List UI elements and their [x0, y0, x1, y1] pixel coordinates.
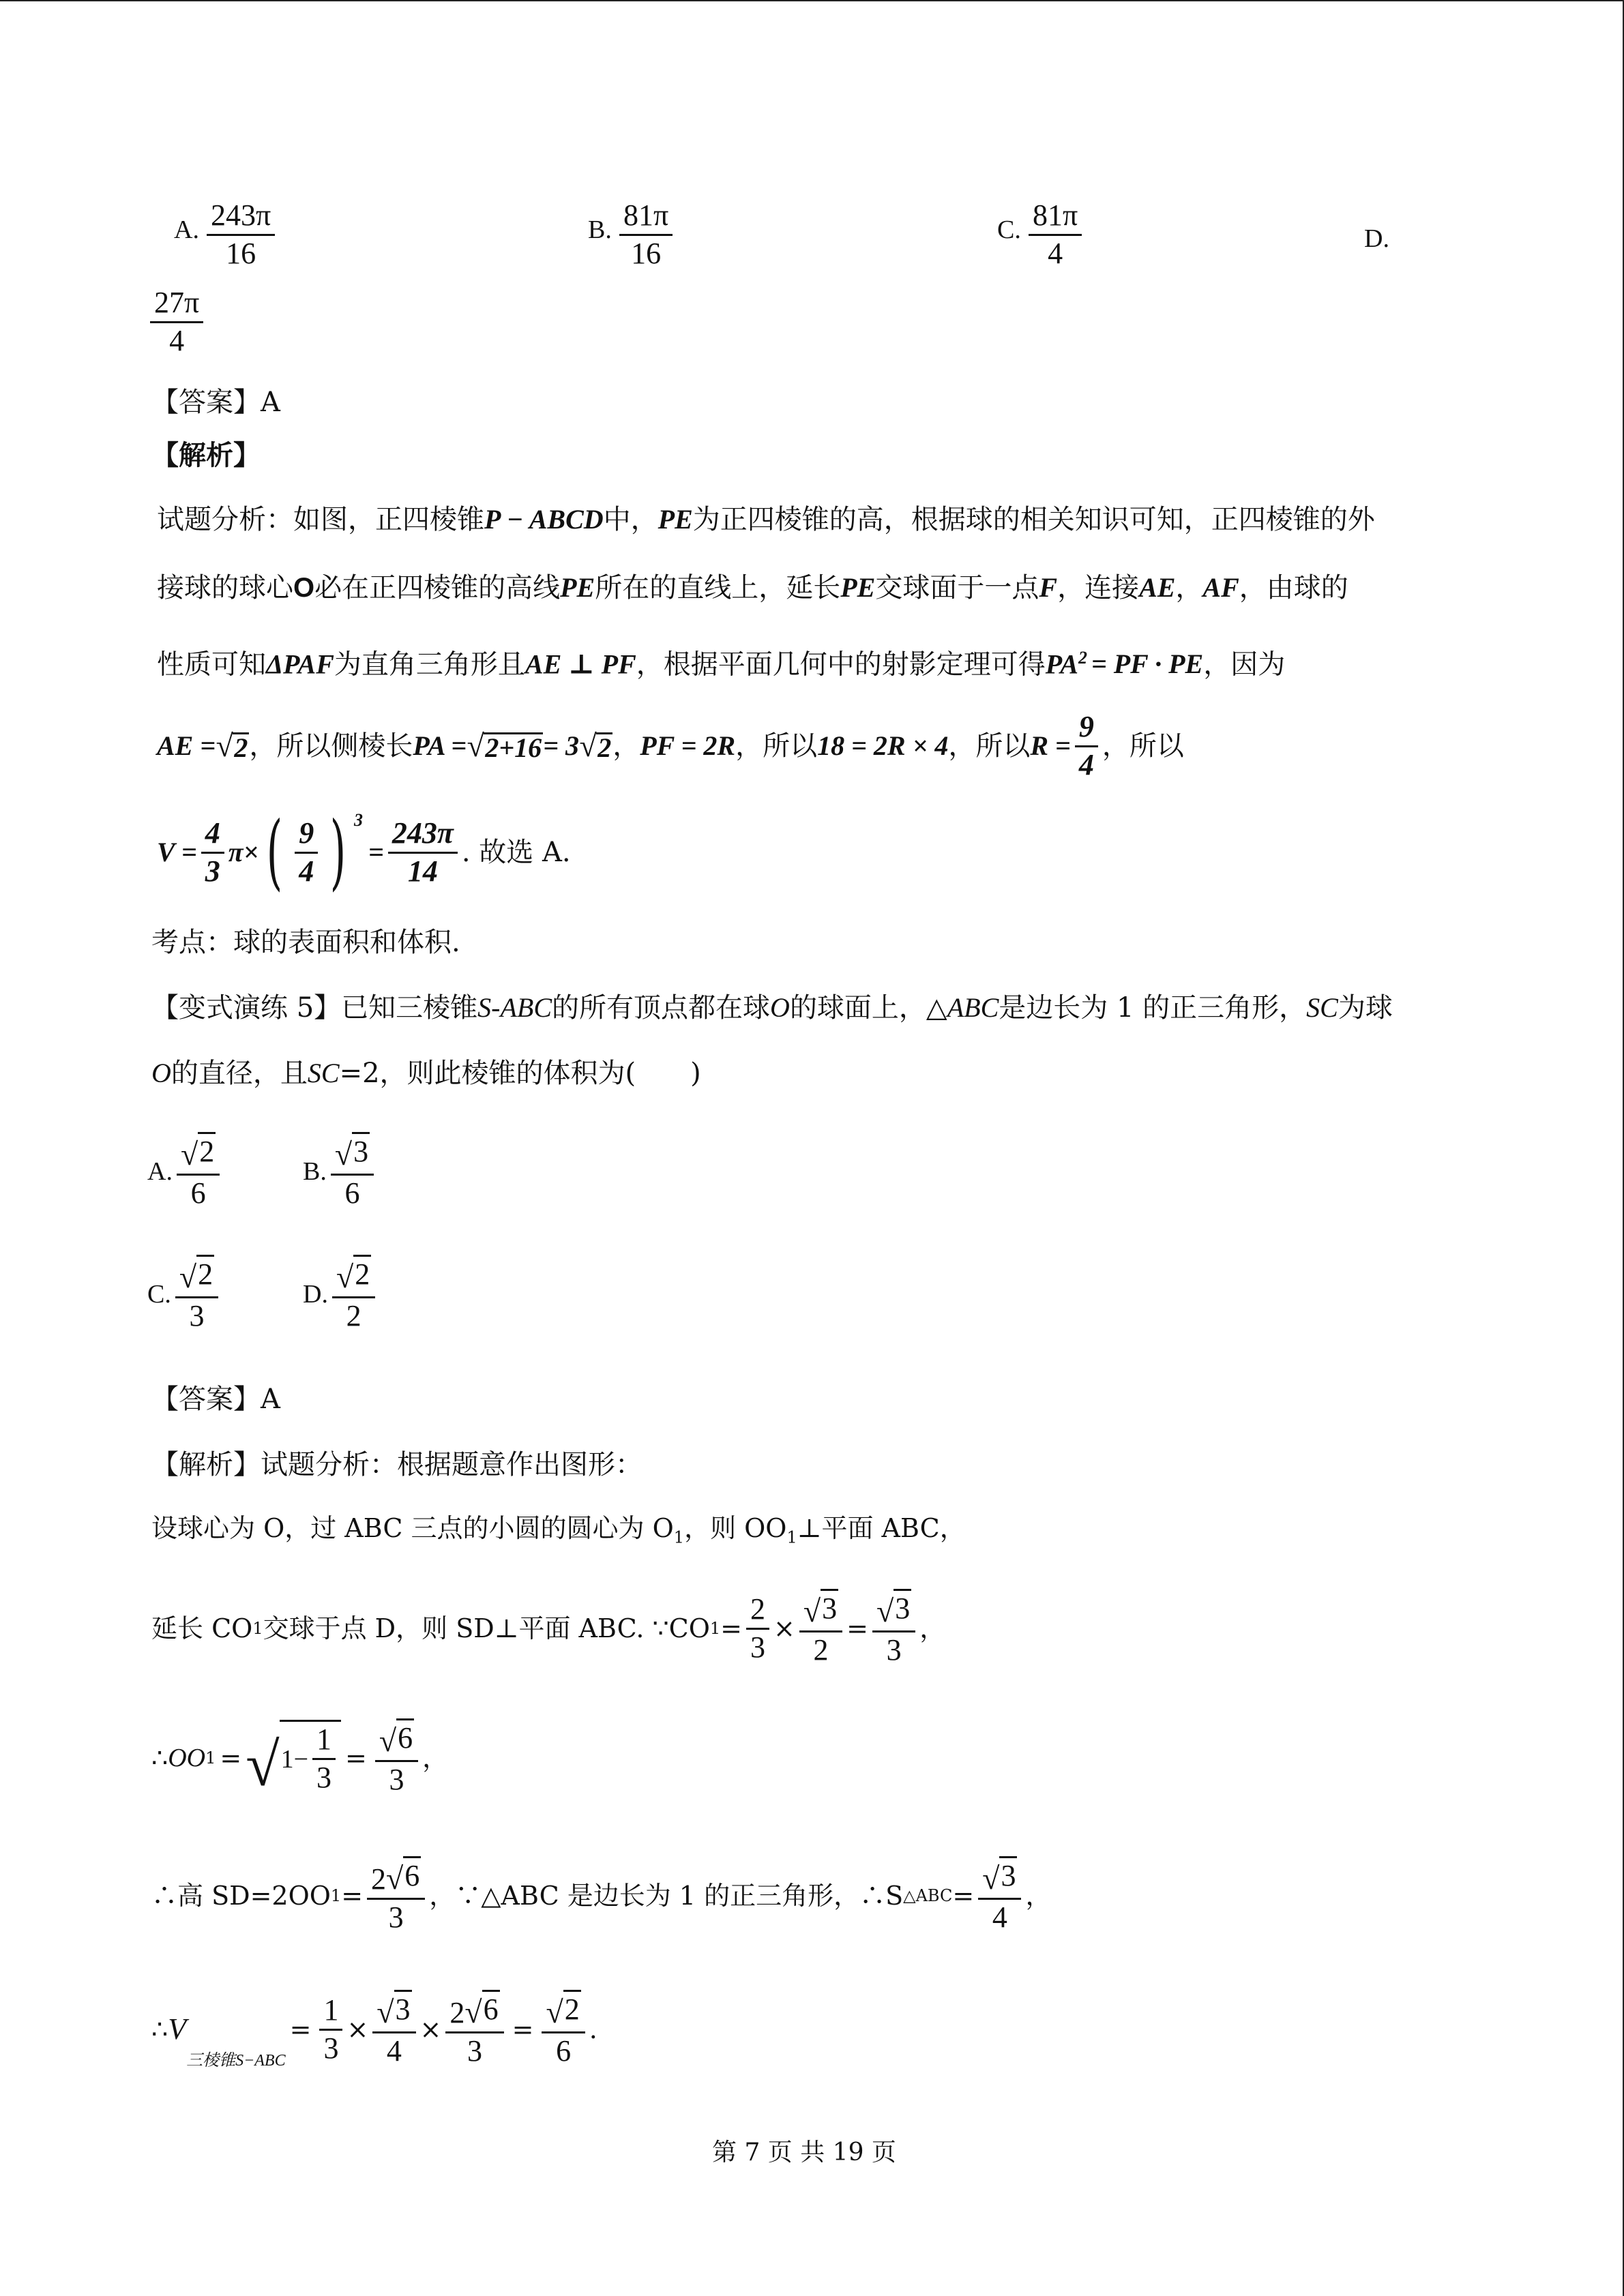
sqrt-expression: √ 2+16	[467, 728, 542, 764]
q5-solution-line-5: ∴ V 三棱锥S−ABC = $\frac{1}{3}$ × √ 3 4 × 2 √ 6 3 = √ 2 6 .	[151, 1990, 597, 2069]
option-label: C.	[997, 215, 1021, 244]
analysis-line-3: 性质可知ΔPAF为直角三角形且AE ⊥ PF，根据平面几何中的射影定理可得$PA^2$ = PF · PE，因为	[157, 648, 1286, 681]
fraction: 2 √ 6 3	[367, 1856, 425, 1935]
fraction: √ 2 2	[332, 1255, 375, 1334]
fraction: √ 3 4	[372, 1990, 415, 2069]
option-a	[174, 198, 279, 272]
page-top-border	[0, 0, 1624, 1]
fraction: $\frac{9}{4}$	[1075, 709, 1098, 784]
sqrt-expression: √ 2	[578, 728, 612, 764]
q5-answer-line: 【答案】A	[151, 1384, 280, 1415]
sqrt-expression: √ 1− $\frac{1}{3}$	[246, 1720, 341, 1796]
analysis-line-2: 接球的球心O必在正四棱锥的高线PE所在的直线上，延长PE交球面于一点F，连接AE，AF，由球的	[157, 572, 1348, 603]
q5-analysis-line: 【解析】试题分析：根据题意作出图形：	[151, 1449, 643, 1480]
option-b	[588, 198, 677, 272]
q5-solution-line-3: ∴ OO 1 = √ 1− $\frac{1}{3}$ = √ 6 3 ，	[151, 1718, 448, 1798]
fraction: √ 6 3	[375, 1718, 418, 1798]
fraction: $\frac{2}{3}$	[746, 1592, 769, 1666]
fraction: $\frac{81\pi}{16}$	[619, 198, 673, 272]
analysis-line-4: AE = √ 2 ，所以侧棱长 PA = √ 2+16 = 3 √ 2 ， PF = 2R ，所以 18 = 2R × 4 ，所以 R = $\frac{9}{4}$ ，所以	[157, 709, 1184, 784]
option-d	[146, 285, 207, 359]
q5-option-b: B. √ 3 6	[303, 1132, 378, 1211]
q5-stem-line-2: O的直径，且SC=2，则此棱锥的体积为( )	[151, 1058, 701, 1089]
q5-option-a: A. √ 2 6	[147, 1132, 224, 1211]
kaodian-line: 考点：球的表面积和体积.	[151, 927, 460, 958]
analysis-line-5: V = $\frac{4}{3}$ π× ( $\frac{9}{4}$ ) $^3$ = $\frac{243\pi}{14}$ . 故选 A.	[157, 805, 571, 899]
option-d-label: D.	[1364, 224, 1389, 253]
option-c	[997, 198, 1086, 272]
q5-option-d: D. √ 2 2	[303, 1255, 379, 1334]
fraction: $\frac{243\pi}{14}$	[388, 816, 458, 890]
fraction: √ 3 4	[978, 1856, 1021, 1935]
page-footer: 第 7 页 共 19 页	[712, 2138, 896, 2166]
fraction: √ 3 3	[872, 1589, 915, 1668]
fraction: $\frac{1}{3}$	[319, 1993, 342, 2067]
fraction: √ 3 6	[331, 1132, 374, 1211]
fraction: 2 √ 6 3	[445, 1990, 503, 2069]
q5-stem-line-1: 【变式演练 5】已知三棱锥S-ABC的所有顶点都在球O的球面上，△ABC是边长为 1 的正三角形，SC为球	[151, 992, 1393, 1024]
analysis-heading: 【解析】	[151, 439, 261, 471]
analysis-line-1: 试题分析：如图，正四棱锥P − ABCD中，PE为正四棱锥的高，根据球的相关知识可知，正四棱锥的外	[157, 504, 1375, 535]
fraction: $\frac{27\pi}{4}$	[150, 285, 203, 359]
fraction: √ 2 6	[177, 1132, 220, 1211]
answer-line: 【答案】A	[151, 387, 280, 418]
q5-solution-line-4: ∴高 SD=2OO 1 = 2 √ 6 3 ，∵△ABC 是边长为 1 的正三角形，∴S △ABC = √ 3 4 ，	[151, 1856, 1051, 1935]
q5-option-c: C. √ 2 3	[147, 1255, 222, 1334]
fraction: $\frac{9}{4}$	[295, 816, 318, 890]
fraction: √ 2 6	[542, 1990, 585, 2069]
fraction: $\frac{243\pi}{16}$	[207, 198, 275, 272]
fraction: $\frac{81\pi}{4}$	[1029, 198, 1082, 272]
sqrt-expression: √ 2	[216, 728, 248, 764]
fraction: √ 2 3	[175, 1255, 218, 1334]
q5-solution-line-1: 设球心为 O，过 ABC 三点的小圆的圆心为 $O_1$，则 $OO_1\perp$平面 ABC，	[151, 1513, 966, 1547]
option-label: B.	[588, 215, 612, 244]
q5-solution-line-2: 延长 CO 1 交球于点 D，则 SD⊥平面 ABC. ∵CO 1 = $\frac{2}{3}$ × √ 3 2 = √ 3 3 ，	[151, 1589, 945, 1668]
option-label: A.	[174, 215, 199, 244]
fraction: $\frac{4}{3}$	[201, 816, 224, 890]
fraction: √ 3 2	[799, 1589, 842, 1668]
